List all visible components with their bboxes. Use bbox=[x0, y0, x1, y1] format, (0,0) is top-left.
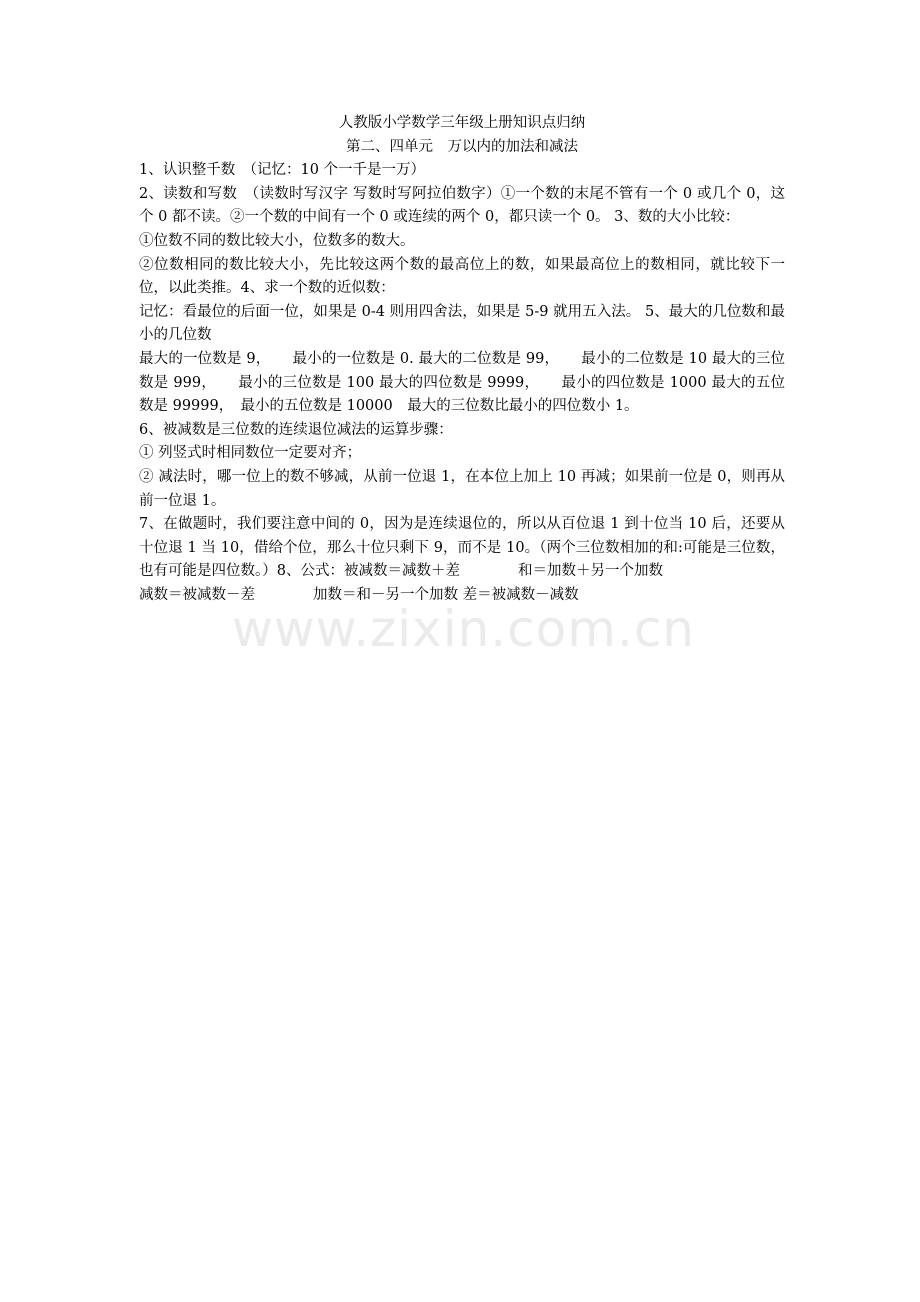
paragraph-8: ① 列竖式时相同数位一定要对齐； bbox=[139, 445, 362, 462]
paragraph-9: ② 减法时，哪一位上的数不够减，从前一位退 1，在本位上加上 10 再减；如果前一位是 0，则再从前一位退 1。 bbox=[139, 468, 785, 509]
paragraph-3: ①位数不同的数比较大小，位数多的数大。 bbox=[139, 232, 415, 249]
paragraph-10: 7、在做题时，我们要注意中间的 0，因为是连续退位的，所以从百位退 1 到十位当 10 后，还要从十位退 1 当 10，借给个位，那么十位只剩下 9，而不是 10。（两个三位数相加的和:可能是三位数，也有可能是四位数。）8、公式：被减数＝减数＋差 和＝加数＋另一个加数 bbox=[139, 516, 785, 580]
paragraph-7: 6、被减数是三位数的连续退位减法的运算步骤： bbox=[139, 421, 453, 438]
document-subtitle: 第二、四单元 万以内的加法和减法 bbox=[346, 138, 578, 155]
document-title: 人教版小学数学三年级上册知识点归纳 bbox=[338, 115, 586, 131]
paragraph-4: ②位数相同的数比较大小，先比较这两个数的最高位上的数，如果最高位上的数相同，就比较下一位，以此类推。4、求一个数的近似数： bbox=[139, 256, 785, 297]
watermark: www.zixin.com.cn bbox=[232, 600, 696, 658]
paragraph-1: 1、认识整千数 （记忆：10 个一千是一万） bbox=[139, 162, 426, 179]
paragraph-11: 减数＝被减数－差 加数＝和－另一个加数 差＝被减数－减数 bbox=[139, 586, 579, 603]
paragraph-5: 记忆：看最位的后面一位，如果是 0-4 则用四舍法，如果是 5-9 就用五入法。 5、最大的几位数和最小的几位数 bbox=[139, 303, 785, 344]
paragraph-6: 最大的一位数是 9， 最小的一位数是 0. 最大的二位数是 99， 最小的二位数是 10 最大的三位数是 999， 最小的三位数是 100 最大的四位数是 9999， 最小的四位数是 1000 最大的五位数是 99999， 最小的五位数是 10000 最大的三位数比最小的四位数小 1。 bbox=[139, 350, 785, 415]
paragraph-2: 2、读数和写数 （读数时写汉字 写数时写阿拉伯数字）①一个数的末尾不管有一个 0 或几个 0，这个 0 都不读。②一个数的中间有一个 0 或连续的两个 0，都只读一个 0。 3、数的大小比较： bbox=[139, 185, 785, 226]
document-page bbox=[139, 112, 785, 607]
